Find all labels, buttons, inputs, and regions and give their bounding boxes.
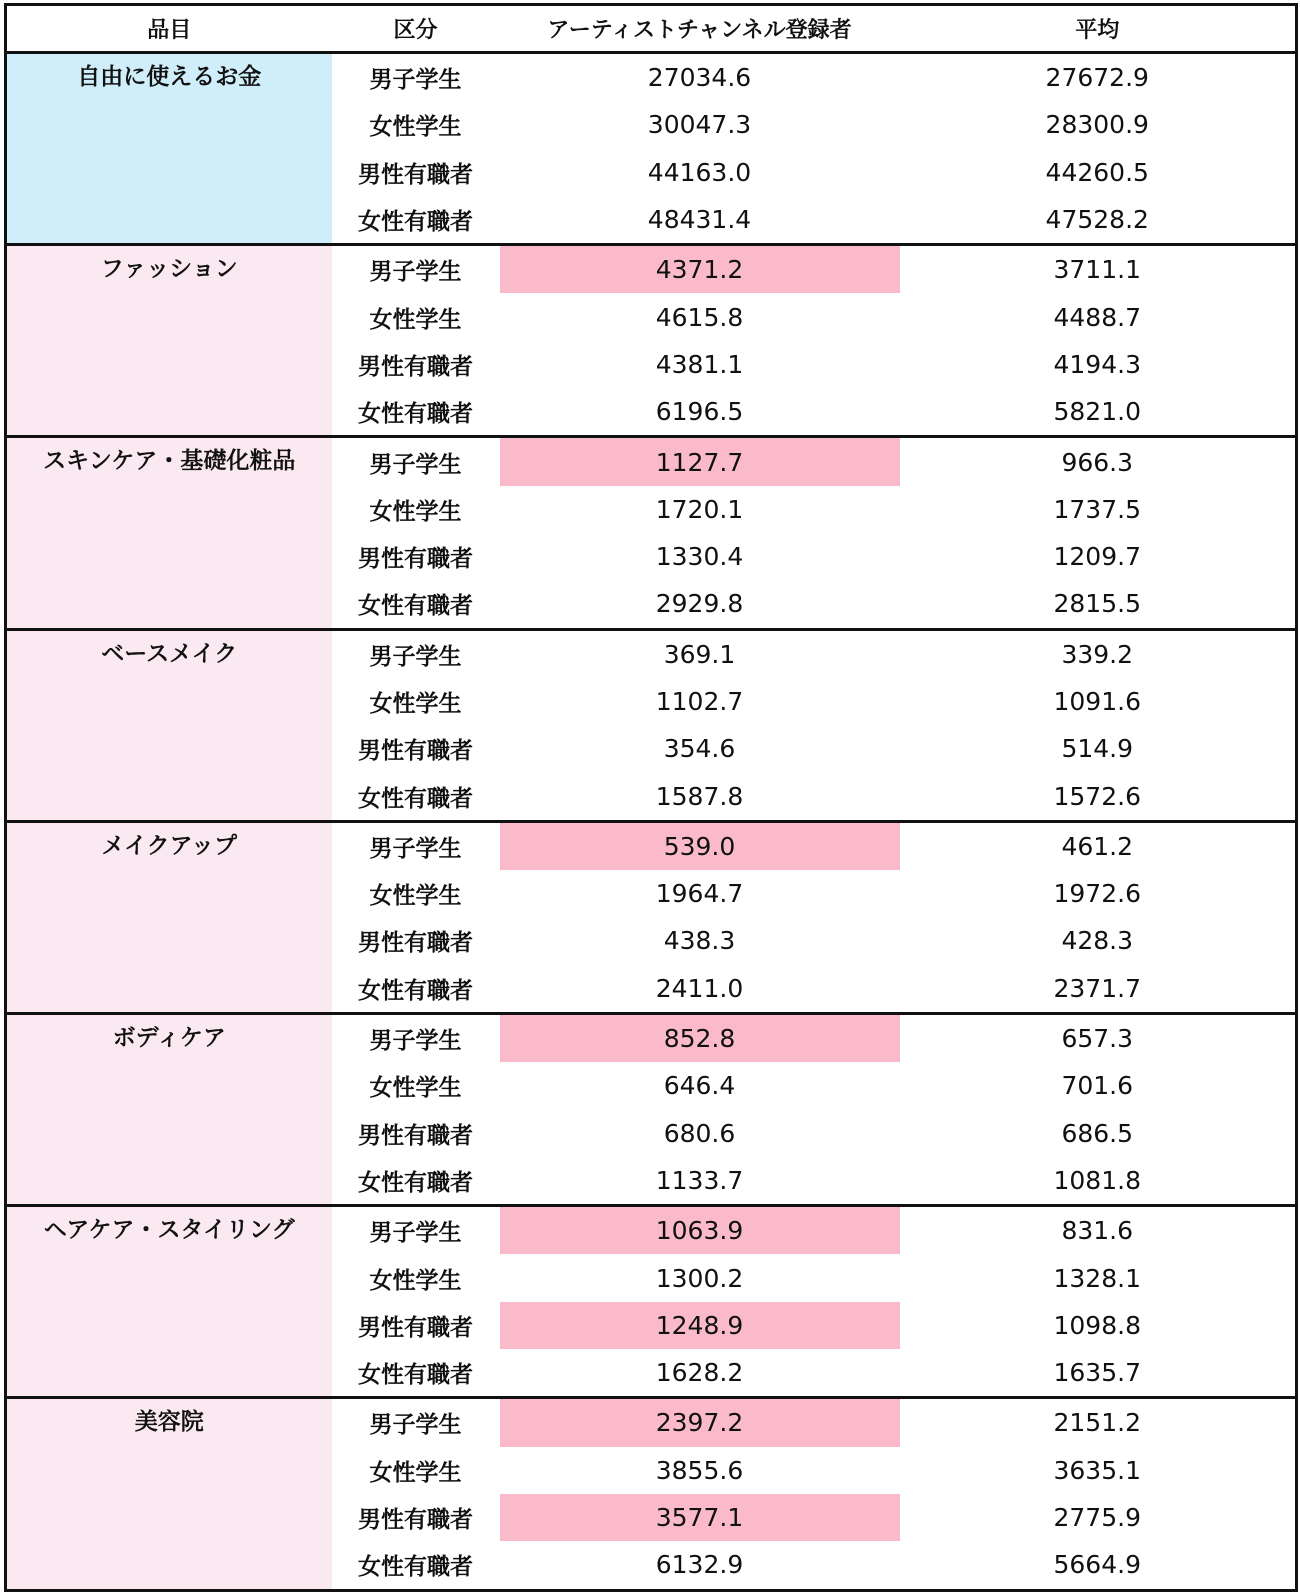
artist-value-cell: 1330.4: [655, 542, 744, 572]
average-value-cell: 657.3: [900, 1013, 1297, 1062]
average-value-cell: 1081.8: [1053, 1165, 1141, 1195]
artist-value-cell: 2411.0: [655, 973, 744, 1003]
table-row: [6, 53, 1297, 102]
item-cell: [6, 821, 332, 1013]
segment-cell: 男子学生: [332, 245, 500, 294]
segment-cell: 男子学生: [332, 1398, 500, 1447]
segment-cell: 男子学生: [332, 1013, 500, 1062]
segment-cell: 女性有職者: [358, 593, 473, 620]
artist-value-cell: 1133.7: [655, 1165, 744, 1195]
item-label: ファッション: [100, 256, 238, 283]
average-value-cell: 3635.1: [1053, 1455, 1141, 1485]
artist-value-cell-highlighted: 3577.1: [500, 1494, 900, 1541]
artist-value-cell: 1628.2: [655, 1358, 744, 1388]
segment-cell: 女性有職者: [358, 1362, 473, 1389]
average-value-cell: 1635.7: [1053, 1358, 1141, 1388]
average-value-cell: 1098.8: [1053, 1310, 1141, 1340]
segment-cell: 女性学生: [369, 114, 462, 141]
average-value-cell: 2371.7: [1053, 973, 1141, 1003]
average-value-cell: 966.3: [900, 437, 1297, 486]
average-value-cell: 44260.5: [1045, 157, 1149, 187]
artist-value-cell: 48431.4: [647, 205, 752, 235]
artist-value-cell: 6132.9: [655, 1550, 744, 1580]
segment-cell: 男性有職者: [358, 546, 473, 573]
average-value-cell: 514.9: [1061, 734, 1134, 764]
table-body: [6, 53, 1297, 1591]
table-row: [6, 1206, 1297, 1255]
artist-value-cell: 30047.3: [647, 110, 752, 140]
average-value-cell: 831.6: [900, 1206, 1297, 1255]
table-row: [6, 1398, 1297, 1447]
segment-cell: 女性学生: [369, 1267, 462, 1294]
artist-value-cell-highlighted: 2397.2: [500, 1398, 900, 1447]
item-cell: [6, 1206, 332, 1398]
artist-value-cell: 1720.1: [655, 494, 744, 524]
segment-cell: 女性有職者: [358, 1169, 473, 1196]
segment-cell: 男性有職者: [358, 930, 473, 957]
segment-cell: 女性有職者: [358, 977, 473, 1004]
average-value-cell: 339.2: [900, 629, 1297, 678]
average-value-cell: 1737.5: [1053, 494, 1141, 524]
artist-value-cell: 354.6: [663, 734, 736, 764]
segment-cell: 女性有職者: [358, 1554, 473, 1581]
artist-value-cell: 680.6: [663, 1118, 736, 1148]
segment-cell: 男子学生: [332, 821, 500, 870]
artist-value-cell-highlighted: 4371.2: [500, 245, 900, 294]
average-value-cell: 4488.7: [1053, 302, 1141, 332]
average-value-cell: 461.2: [900, 821, 1297, 870]
artist-value-cell: 1102.7: [655, 687, 744, 716]
item-label: ヘアケア・スタイリング: [43, 1217, 295, 1244]
segment-cell: 女性有職者: [358, 401, 473, 428]
item-label: 自由に使えるお金: [77, 64, 262, 90]
average-value-cell: 686.5: [1061, 1118, 1134, 1148]
artist-value-cell: 44163.0: [647, 157, 752, 187]
header-item: 品目: [6, 5, 332, 53]
segment-cell: 男子学生: [332, 437, 500, 486]
header-artist: アーティストチャンネル登録者: [500, 5, 900, 53]
header-segment: 区分: [332, 5, 500, 53]
segment-cell: 女性学生: [369, 1459, 462, 1486]
average-value-cell: 1572.6: [1053, 781, 1141, 811]
segment-cell: 男性有職者: [358, 353, 473, 380]
item-label: スキンケア・基礎化粧品: [43, 448, 296, 475]
segment-cell: 男子学生: [332, 629, 500, 678]
average-value-cell: 1328.1: [1053, 1263, 1141, 1293]
artist-value-cell-highlighted: 1127.7: [500, 437, 900, 486]
artist-value-cell: 3855.6: [655, 1455, 744, 1485]
average-value-cell: 1091.6: [1053, 687, 1141, 716]
item-cell: [6, 437, 332, 629]
artist-value-cell: 27034.6: [647, 63, 752, 93]
artist-value-cell-highlighted: 539.0: [500, 821, 900, 870]
artist-value-cell: 4381.1: [655, 349, 744, 379]
artist-value-cell: 2929.8: [655, 589, 744, 619]
artist-value-cell: 1587.8: [655, 781, 744, 811]
artist-value-cell: 369.1: [500, 629, 900, 678]
segment-cell: 女性学生: [369, 691, 462, 717]
table-row: [6, 437, 1297, 486]
average-value-cell: 428.3: [1061, 926, 1134, 956]
segment-cell: 男性有職者: [358, 1507, 473, 1534]
item-label: メイクアップ: [101, 832, 237, 859]
segment-cell: 男子学生: [369, 67, 462, 94]
artist-value-cell: 1964.7: [655, 879, 744, 909]
segment-cell: 女性有職者: [358, 785, 473, 812]
header-row: [6, 5, 1297, 53]
segment-cell: 男性有職者: [358, 1314, 473, 1341]
segment-cell: 男性有職者: [358, 161, 473, 188]
item-cell: [6, 245, 332, 437]
artist-value-cell: 1300.2: [655, 1263, 744, 1293]
table-row: [6, 629, 1297, 678]
table-row: [6, 245, 1297, 294]
average-value-cell: 27672.9: [1045, 63, 1149, 93]
item-cell: [6, 1398, 332, 1590]
average-value-cell: 701.6: [1061, 1071, 1134, 1101]
average-value-cell: 2151.2: [900, 1398, 1297, 1447]
artist-value-cell-highlighted: 1063.9: [500, 1206, 900, 1255]
average-value-cell: 47528.2: [1045, 205, 1149, 235]
segment-cell: 男子学生: [332, 1206, 500, 1255]
artist-value-cell: 438.3: [663, 926, 736, 956]
spending-comparison-table: [4, 3, 1298, 1592]
segment-cell: 女性学生: [369, 1075, 462, 1102]
item-cell: [6, 1013, 332, 1205]
segment-cell: 女性学生: [369, 883, 462, 910]
table-row: [6, 1013, 1297, 1062]
average-value-cell: 1972.6: [1053, 879, 1141, 909]
header-average: 平均: [900, 5, 1297, 53]
segment-cell: 女性学生: [369, 306, 462, 333]
item-label: ベースメイク: [101, 640, 238, 667]
average-value-cell: 4194.3: [1053, 349, 1141, 379]
artist-value-cell: 646.4: [663, 1071, 736, 1101]
item-label: 美容院: [134, 1409, 204, 1436]
segment-cell: 男性有職者: [358, 738, 473, 765]
artist-value-cell-highlighted: 1248.9: [500, 1302, 900, 1349]
average-value-cell: 2775.9: [1053, 1503, 1141, 1533]
item-label: ボディケア: [112, 1024, 226, 1051]
average-value-cell: 5821.0: [1053, 397, 1141, 427]
item-cell: [6, 53, 332, 245]
segment-cell: 男性有職者: [358, 1122, 473, 1149]
average-value-cell: 3711.1: [900, 245, 1297, 294]
average-value-cell: 28300.9: [1045, 110, 1149, 140]
average-value-cell: 1209.7: [1053, 542, 1141, 572]
average-value-cell: 5664.9: [1053, 1550, 1141, 1580]
item-cell: [6, 629, 332, 821]
artist-value-cell: 4615.8: [655, 302, 744, 332]
average-value-cell: 2815.5: [1053, 589, 1141, 619]
artist-value-cell-highlighted: 852.8: [500, 1013, 900, 1062]
table-row: [6, 821, 1297, 870]
segment-cell: 女性学生: [369, 498, 462, 525]
segment-cell: 女性有職者: [358, 209, 473, 236]
artist-value-cell: 6196.5: [655, 397, 744, 427]
